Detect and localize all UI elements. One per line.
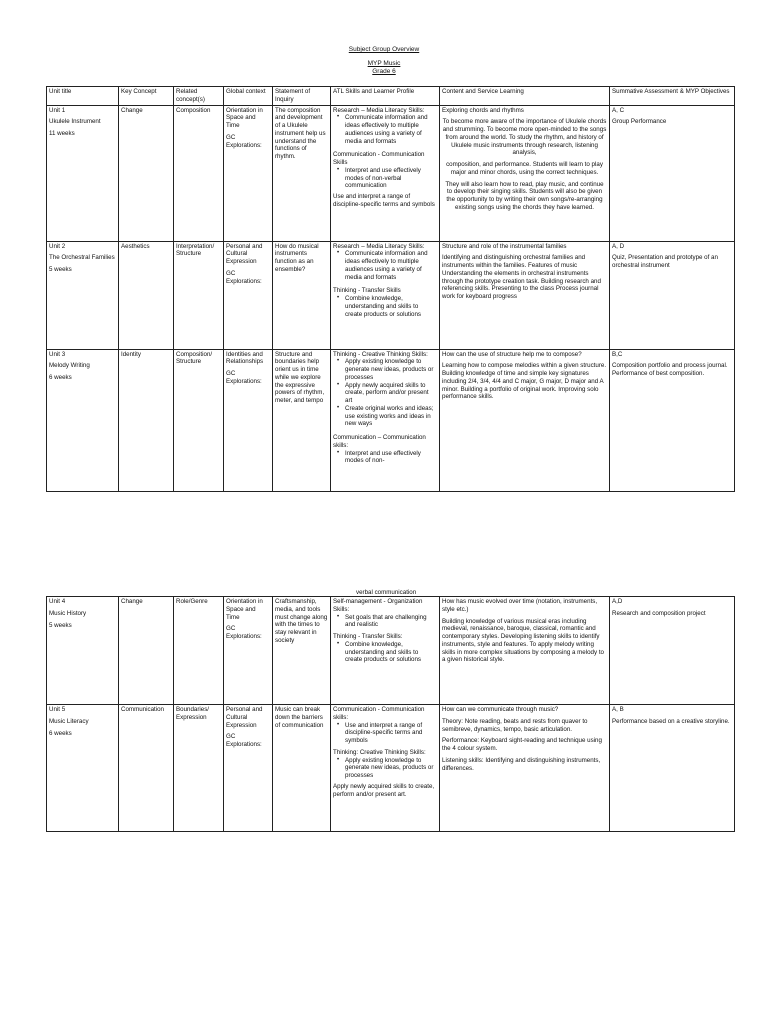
content-heading: How has music evolved over time (notation, instruments, style etc.)	[442, 598, 598, 613]
atl-heading: Thinking - Creative Thinking Skills:	[333, 350, 428, 358]
key-concept-cell: Communication	[119, 705, 174, 832]
content-text: composition, and performance. Students will learn to play major and minor chords, using the correct techniques.	[446, 161, 603, 176]
atl-bullet: • Communicate information and ideas effectively to multiple audiences using a variety of media and formats	[345, 250, 437, 281]
global-context: Personal and Cultural Expression	[226, 242, 263, 265]
gc-explorations-label: GC Explorations:	[226, 625, 262, 640]
related-concept-cell: Composition	[174, 105, 224, 241]
unit-title-cell	[47, 597, 119, 705]
statement-of-inquiry-cell: Craftsmanship, media, and tools must change along with the times to stay relevant in society	[273, 597, 331, 705]
atl-skills-cell	[331, 705, 440, 832]
unit-row	[47, 597, 735, 705]
assessment-criteria: A,D	[612, 598, 623, 605]
global-context-cell	[224, 349, 273, 491]
atl-heading: Apply newly acquired skills to create, perform and/or present art.	[333, 782, 435, 798]
atl-bullet: • Create original works and ideas; use existing works and ideas in new ways	[345, 405, 437, 428]
content-text: They will also learn how to read, play music, and continue to develop their singing skills. Students will also be given the opportunity to by writing their own songs/re-arranging existing songs using the chords they have learned.	[445, 180, 604, 211]
atl-bullet: • Use and interpret a range of discipline-specific terms and symbols	[345, 722, 437, 745]
related-concept-cell: Composition/ Structure	[174, 349, 224, 491]
unit-title-cell	[47, 349, 119, 491]
global-context-cell	[224, 597, 273, 705]
atl-skills-cell	[331, 105, 440, 241]
content-text: Theory: Note reading, beats and rests from quaver to semibreve, dynamics, tempo, basic articulation.	[442, 717, 588, 733]
assessment-task: Research and composition project	[612, 609, 706, 617]
global-context-cell	[224, 705, 273, 832]
atl-list	[333, 757, 437, 780]
unit-title-cell	[47, 241, 119, 349]
unit-name: Melody Writing	[49, 362, 90, 370]
key-concept-cell: Aesthetics	[119, 241, 174, 349]
assessment-cell	[610, 597, 735, 705]
unit-row	[47, 705, 735, 832]
overview-table-page-2	[46, 596, 735, 832]
atl-heading: Thinking - Transfer Skills:	[333, 633, 403, 640]
atl-list	[333, 722, 437, 745]
atl-heading: Research – Media Literacy Skills:	[333, 106, 425, 114]
atl-skills-cell	[331, 349, 440, 491]
column-header: Global context	[224, 87, 273, 106]
atl-bullet: • Set goals that are challenging and realistic	[345, 614, 437, 630]
unit-title-cell	[47, 705, 119, 832]
related-concept-cell: Boundaries/ Expression	[174, 705, 224, 832]
atl-heading: Communication - Communication skills:	[333, 706, 425, 721]
key-concept-cell: Change	[119, 105, 174, 241]
assessment-criteria: A, C	[612, 106, 625, 114]
gc-explorations-label: GC Explorations:	[226, 133, 262, 149]
atl-list	[333, 114, 437, 145]
atl-skills-cell	[331, 241, 440, 349]
assessment-criteria: B,C	[612, 350, 623, 358]
unit-row	[47, 105, 735, 241]
atl-bullet: • Communicate information and ideas effectively to multiple audiences using a variety of media and formats	[345, 114, 437, 145]
content-text: Identifying and distinguishing orchestral families and instruments within the families. Features of music Understanding the elements in orchestral instruments through the prototype creation task. Building research and referencing skills. Presenting to the class Process journal work for keyboard progress	[442, 254, 601, 300]
unit-name: Music Literacy	[49, 717, 89, 725]
atl-list	[333, 295, 437, 318]
content-heading: Exploring chords and rhythms	[442, 106, 524, 114]
atl-list	[333, 250, 437, 281]
column-header: Related concept(s)	[174, 87, 224, 106]
unit-duration: 11 weeks	[49, 130, 75, 137]
content-text: Learning how to compose melodies within a given structure. Building knowledge of time and simple key signatures including 2/4, 3/4, 4/4 and C major, G major, D major and A minor. Building a portfolio of original work. Improving solo performance skills.	[442, 362, 607, 401]
atl-bullet: • Apply existing knowledge to generate new ideas, products or processes	[345, 757, 437, 780]
statement-of-inquiry-cell: Structure and boundaries help orient us in time while we explore the expressive powers of rhythm, meter, and tempo	[273, 349, 331, 491]
unit-number: Unit 2	[49, 242, 66, 250]
global-context: Identities and Relationships	[226, 350, 264, 366]
atl-skills-cell	[331, 597, 440, 705]
unit-row	[47, 241, 735, 349]
assessment-task: Composition portfolio and process journal. Performance of best composition.	[612, 362, 728, 377]
global-context: Orientation in Space and Time	[226, 598, 263, 621]
atl-bullet: • Apply existing knowledge to generate new ideas, products or processes	[345, 358, 437, 381]
unit-name: Ukulele Instrument	[49, 118, 101, 126]
program-title: MYP Music	[367, 60, 401, 67]
atl-heading: Self-management - Organization Skills:	[333, 598, 423, 613]
content-cell	[440, 705, 610, 832]
statement-of-inquiry-cell: How do musical instruments function as an ensemble?	[273, 241, 331, 349]
column-header: Key Concept	[119, 87, 174, 106]
atl-bullet: • Combine knowledge, understanding and skills to create products or solutions	[345, 295, 437, 318]
header-row	[47, 87, 735, 106]
related-concept-cell: Role/Genre	[174, 597, 224, 705]
atl-list	[333, 450, 437, 466]
assessment-cell	[610, 349, 735, 491]
content-heading: How can the use of structure help me to compose?	[442, 350, 582, 358]
atl-heading: Research – Media Literacy Skills:	[333, 242, 425, 250]
statement-of-inquiry-cell: The composition and development of a Ukulele instrument help us understand the functions of rhythm.	[273, 105, 331, 241]
unit-duration: 5 weeks	[49, 621, 72, 629]
content-cell	[440, 105, 610, 241]
atl-bullet: • Interpret and use effectively modes of non-verbal communication	[345, 167, 437, 190]
gc-explorations-label: GC Explorations:	[226, 269, 262, 285]
atl-heading: Communication – Communication skills:	[333, 434, 426, 449]
continued-text: verbal communication	[356, 589, 417, 596]
unit-number: Unit 5	[49, 706, 66, 713]
statement-of-inquiry-cell: Music can break down the barriers of communication	[273, 705, 331, 832]
key-concept-cell: Change	[119, 597, 174, 705]
atl-bullet: • Interpret and use effectively modes of non-	[345, 450, 437, 466]
content-heading: How can we communicate through music?	[442, 706, 559, 713]
global-context: Orientation in Space and Time	[226, 106, 263, 129]
content-cell	[440, 597, 610, 705]
atl-heading: Thinking: Creative Thinking Skills:	[333, 748, 426, 756]
assessment-criteria: A, B	[612, 706, 624, 713]
content-text: Listening skills: Identifying and distinguishing instruments, differences.	[442, 756, 601, 772]
unit-title-cell	[47, 105, 119, 241]
atl-heading: Thinking - Transfer Skills	[333, 287, 401, 295]
document-title: Subject Group Overview	[348, 46, 420, 53]
column-header: Statement of Inquiry	[273, 87, 331, 106]
content-heading: Structure and role of the instrumental families	[442, 242, 567, 250]
atl-list	[333, 167, 437, 190]
gc-explorations-label: GC Explorations:	[226, 370, 262, 385]
atl-heading: Use and interpret a range of discipline-specific terms and symbols	[333, 193, 435, 208]
unit-name: Music History	[49, 609, 87, 617]
assessment-task: Quiz, Presentation and prototype of an orchestral instrument	[612, 254, 718, 269]
assessment-cell	[610, 241, 735, 349]
unit-name: The Orchestral Families	[49, 254, 115, 262]
atl-list	[333, 614, 437, 630]
assessment-cell	[610, 105, 735, 241]
related-concept-cell: Interpretation/ Structure	[174, 241, 224, 349]
content-text: Performance: Keyboard sight-reading and technique using the 4 colour system.	[442, 737, 602, 752]
atl-list	[333, 358, 437, 428]
column-header: Summative Assessment & MYP Objectives	[610, 87, 735, 106]
content-text: To become more aware of the importance of Ukulele chords and strumming. To become more open-minded to the songs from around the world. To study the rhythm, and history of Ukulele music instruments through research, listening analysis,	[442, 118, 607, 157]
unit-duration: 5 weeks	[49, 266, 72, 273]
column-header: ATL Skills and Learner Profile	[331, 87, 440, 106]
unit-row	[47, 349, 735, 491]
unit-number: Unit 4	[49, 598, 66, 605]
global-context-cell	[224, 105, 273, 241]
unit-duration: 6 weeks	[49, 374, 72, 381]
grade-title: Grade 6	[372, 68, 396, 75]
key-concept-cell: Identity	[119, 349, 174, 491]
atl-bullet: • Apply newly acquired skills to create, perform and/or present art	[345, 382, 437, 405]
global-context: Personal and Cultural Expression	[226, 706, 263, 729]
unit-number: Unit 1	[49, 106, 66, 114]
content-cell	[440, 349, 610, 491]
atl-heading: Communication - Communication Skills	[333, 151, 425, 166]
column-header: Unit title	[47, 87, 119, 106]
content-text: Building knowledge of various musical eras including medieval, renaissance, baroque, classical, romantic and contemporary styles. Developing listening skills to identify instruments, style and features. To apply melody writing skills in more complex situations by composing a melody to a given historical style.	[442, 617, 604, 664]
atl-list	[333, 641, 437, 664]
assessment-task: Performance based on a creative storyline.	[612, 717, 730, 725]
assessment-cell	[610, 705, 735, 832]
assessment-task: Group Performance	[612, 118, 667, 126]
atl-bullet: • Combine knowledge, understanding and skills to create products or solutions	[345, 641, 437, 664]
assessment-criteria: A, D	[612, 242, 625, 250]
content-cell	[440, 241, 610, 349]
column-header: Content and Service Learning	[440, 87, 610, 106]
global-context-cell	[224, 241, 273, 349]
gc-explorations-label: GC Explorations:	[226, 733, 262, 748]
unit-number: Unit 3	[49, 350, 66, 358]
overview-table-page-1	[46, 86, 735, 492]
unit-duration: 6 weeks	[49, 729, 72, 737]
